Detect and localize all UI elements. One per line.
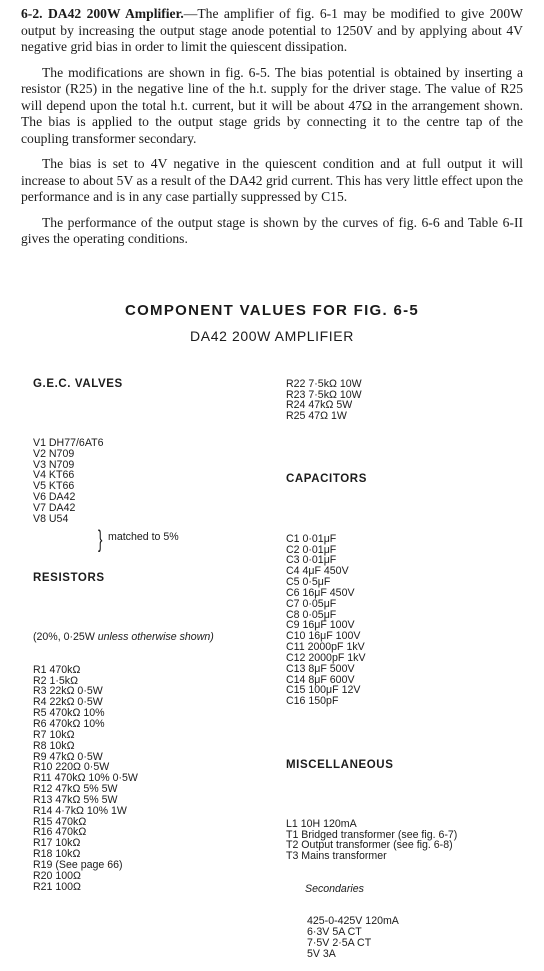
list-item: R17 10kΩ xyxy=(33,837,81,850)
valves-list xyxy=(33,438,214,525)
section-heading: 6-2. DA42 200W Amplifier. xyxy=(21,6,184,21)
list-item: R3 22kΩ 0·5W xyxy=(33,685,103,698)
list-item: 7·5V 2·5A CT xyxy=(307,937,372,950)
table-title: COMPONENT VALUES FOR FIG. 6-5 xyxy=(124,302,420,319)
list-item: R19 (See page 66) xyxy=(33,858,123,871)
list-item: R25 47Ω 1W xyxy=(286,410,347,423)
list-item: C14 8μF 600V xyxy=(286,673,355,686)
paragraph-1-text: —The amplifier of fig. 6-1 may be modified to give 200W output by increasing the output stage anode potential to 1250V and by applying about 4V negative grid bias in order to limit the quiescent dissipation. xyxy=(21,6,523,54)
list-item: R10 220Ω 0·5W xyxy=(33,761,110,774)
list-item: V5 KT66 xyxy=(33,480,75,493)
list-item: T3 Mains transformer xyxy=(286,850,387,863)
list-item: 5V 3A xyxy=(307,947,336,960)
list-item: V4 KT66 xyxy=(33,469,75,482)
body-text xyxy=(21,6,523,257)
list-item: R1 470kΩ xyxy=(33,663,81,676)
table-subtitle: DA42 200W AMPLIFIER xyxy=(190,328,354,344)
list-item: T1 Bridged transformer (see fig. 6-7) xyxy=(286,828,458,841)
list-item: R12 47kΩ 5% 5W xyxy=(33,783,118,796)
list-item: R21 100Ω xyxy=(33,880,81,893)
list-item: R7 10kΩ xyxy=(33,728,75,741)
list-item: T2 Output transformer (see fig. 6-8) xyxy=(286,839,453,852)
list-item: R2 1·5kΩ xyxy=(33,674,79,687)
list-item: V1 DH77/6AT6 xyxy=(33,436,104,449)
list-item: V6 DA42 xyxy=(33,491,76,504)
valves-heading: G.E.C. VALVES xyxy=(33,377,123,390)
resistors-note xyxy=(33,632,214,643)
list-item: R24 47kΩ 5W xyxy=(286,399,353,412)
paragraph-2: The modifications are shown in fig. 6-5. The bias potential is obtained by inserting a resistor (R25) in the negative line of the h.t. supply for the driver stage. The value of R25 will depend upon the total h.t. current, but it will be about 47Ω in the arrangement shown. The bias is applied to the output stage grids by connecting it to the centre tap of the coupling transformer secondary. xyxy=(21,64,523,146)
list-item: V8 U54 xyxy=(33,512,69,525)
misc-heading: MISCELLANEOUS xyxy=(286,758,394,771)
resistors-heading: RESISTORS xyxy=(33,572,105,585)
resistors-note-italic: unless otherwise shown) xyxy=(97,631,214,644)
matched-note: matched to 5% xyxy=(108,531,179,543)
list-item: R14 4·7kΩ 10% 1W xyxy=(33,804,127,817)
matched-brace: } xyxy=(98,526,103,553)
list-item: C16 150pF xyxy=(286,695,339,708)
list-item: R13 47kΩ 5% 5W xyxy=(33,793,118,806)
list-item: R18 10kΩ xyxy=(33,848,81,861)
misc-list xyxy=(286,819,457,862)
list-item: C5 0·5μF xyxy=(286,576,331,589)
paragraph-4: The performance of the output stage is shown by the curves of fig. 6-6 and Table 6-II gives the operating conditions. xyxy=(21,214,523,246)
list-item: C3 0·01μF xyxy=(286,554,337,567)
resistors-note-rating: (20%, 0·25W xyxy=(33,631,98,644)
list-item: R15 470kΩ xyxy=(33,815,87,828)
list-item: C1 0·01μF xyxy=(286,532,337,545)
secondaries-list xyxy=(286,916,457,959)
list-item: C13 8μF 500V xyxy=(286,662,355,675)
list-item: R16 470kΩ xyxy=(33,826,87,839)
list-item: C4 4μF 450V xyxy=(286,565,349,578)
list-item: C11 2000pF 1kV xyxy=(286,641,365,654)
list-item: 425-0-425V 120mA xyxy=(307,915,399,928)
list-item: R23 7·5kΩ 10W xyxy=(286,388,362,401)
list-item: L1 10H 120mA xyxy=(286,817,357,830)
left-column xyxy=(33,357,214,903)
list-item: C6 16μF 450V xyxy=(286,586,355,599)
list-item: V3 N709 xyxy=(33,458,75,471)
list-item: C10 16μF 100V xyxy=(286,630,361,643)
resistors-list-right xyxy=(286,379,457,422)
capacitors-heading: CAPACITORS xyxy=(286,473,367,486)
list-item: C8 0·05μF xyxy=(286,608,337,621)
list-item: R9 47kΩ 0·5W xyxy=(33,750,103,763)
list-item: V7 DA42 xyxy=(33,501,76,514)
paragraph-3: The bias is set to 4V negative in the quiescent condition and at full output it will increase to about 5V as a result of the DA42 grid current. This has very little effect upon the performance and is in any case partially suppressed by C15. xyxy=(21,156,523,204)
list-item: C2 0·01μF xyxy=(286,543,337,556)
secondaries-label: Secondaries xyxy=(305,882,364,895)
resistors-list-left xyxy=(33,665,214,893)
list-item: V2 N709 xyxy=(33,447,75,460)
paragraph-1 xyxy=(21,6,523,56)
list-item: R5 470kΩ 10% xyxy=(33,707,105,720)
list-item: 6·3V 5A CT xyxy=(307,926,362,939)
right-column xyxy=(286,357,457,971)
list-item: C9 16μF 100V xyxy=(286,619,355,632)
list-item: R20 100Ω xyxy=(33,869,81,882)
capacitors-list xyxy=(286,534,457,708)
list-item: R11 470kΩ 10% 0·5W xyxy=(33,772,138,785)
list-item: C7 0·05μF xyxy=(286,597,337,610)
list-item: C12 2000pF 1kV xyxy=(286,651,366,664)
list-item: R8 10kΩ xyxy=(33,739,75,752)
list-item: C15 100μF 12V xyxy=(286,684,361,697)
list-item: R6 470kΩ 10% xyxy=(33,718,105,730)
list-item: R22 7·5kΩ 10W xyxy=(286,377,362,390)
list-item: R4 22kΩ 0·5W xyxy=(33,696,103,709)
